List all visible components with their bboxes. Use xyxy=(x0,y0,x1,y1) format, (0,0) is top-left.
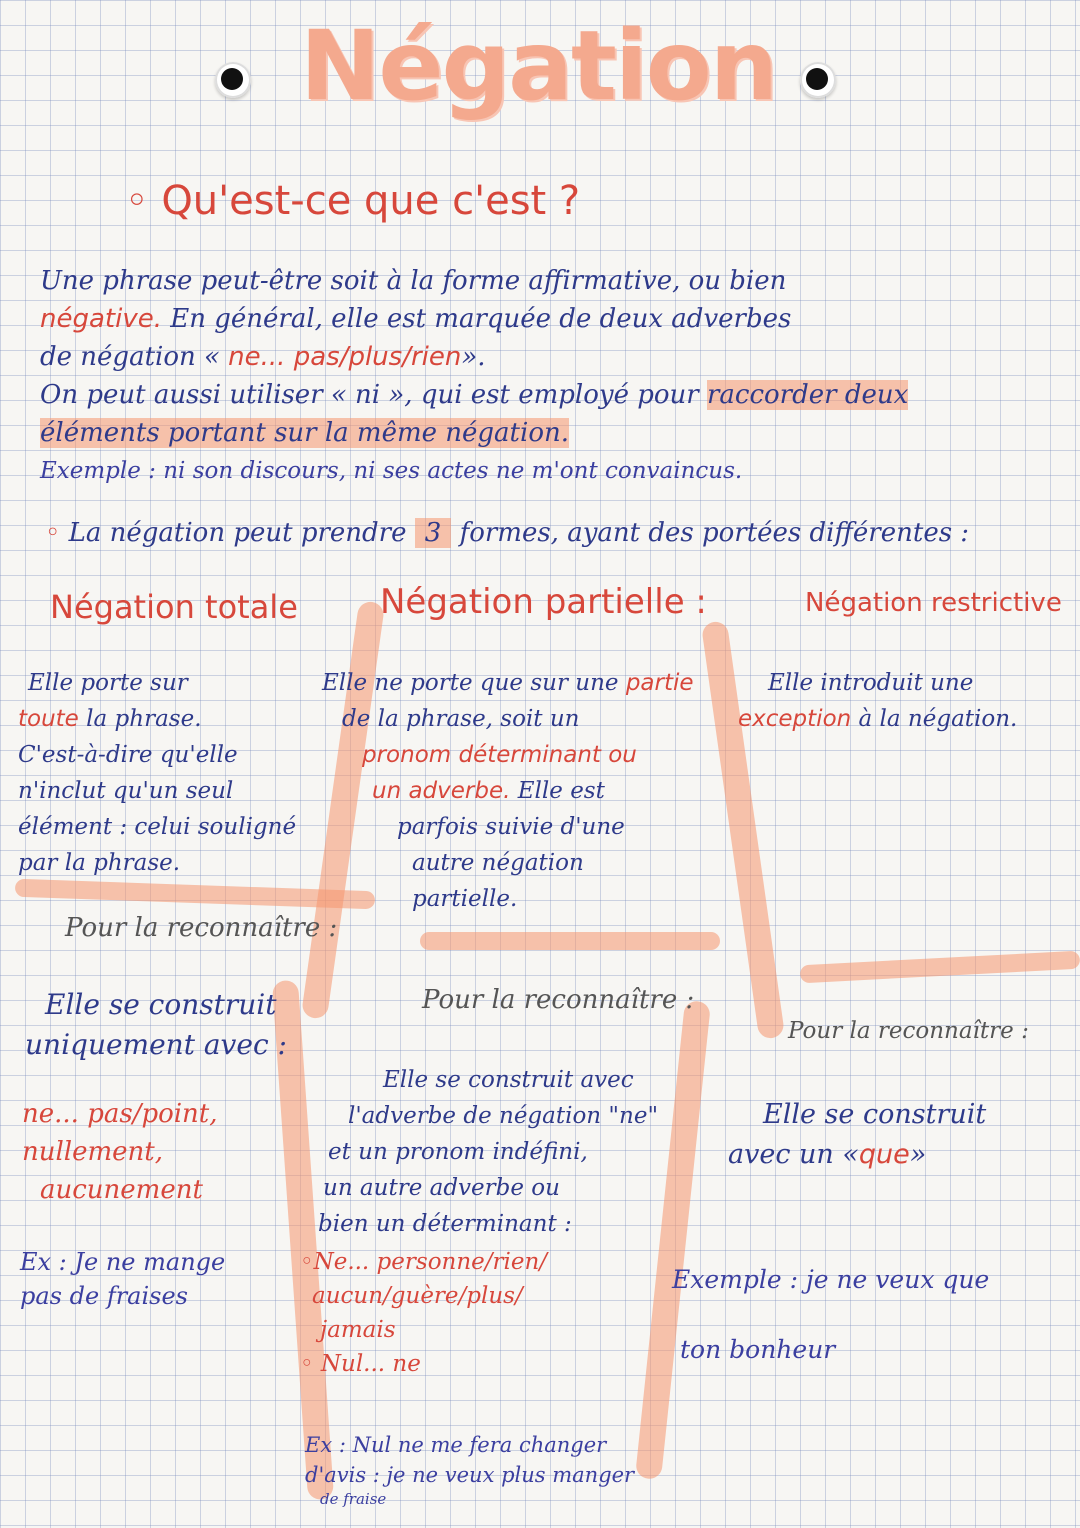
bullet-icon: ◦ xyxy=(45,518,69,548)
column-title-totale: Négation totale xyxy=(50,588,298,626)
construct-totale: Elle se construit uniquement avec : xyxy=(25,988,287,1061)
column-title-partielle: Négation partielle : xyxy=(380,582,707,622)
para-line: Une phrase peut-être soit à la forme affirmative, ou bien xyxy=(40,266,787,296)
column-title-restrictive: Négation restrictive xyxy=(805,588,1062,618)
column-partielle-body: Elle ne porte que sur une partie de la phrase, soit un pronom déterminant ou un adverbe. Elle est parfois suivie d'une autre négation partielle. xyxy=(322,670,694,912)
recognize-label-partielle: Pour la reconnaître : xyxy=(422,985,695,1015)
para-line: On peut aussi utiliser « ni », qui est employé pour raccorder deux xyxy=(40,380,909,410)
punch-hole-right xyxy=(800,62,836,98)
para-line: de négation « ne... pas/plus/rien». xyxy=(40,342,486,372)
forms-partielle: ◦Ne... personne/rien/ aucun/guère/plus/ jamais ◦ Nul... ne xyxy=(300,1249,548,1377)
boxed-number: 3 xyxy=(415,518,452,548)
construct-restrictive: Elle se construit avec un «que» xyxy=(728,1099,987,1170)
recognize-label-restrictive: Pour la reconnaître : xyxy=(788,1018,1029,1044)
highlight-stroke xyxy=(800,951,1080,984)
construct-partielle: Elle se construit avec l'adverbe de négation "ne" et un pronom indéfini, un autre adverbe ou bien un déterminant : xyxy=(318,1067,659,1237)
para-line: éléments portant sur la même négation. xyxy=(40,418,569,448)
definition-paragraph xyxy=(40,262,1070,490)
example-line: Exemple : ni son discours, ni ses actes ne m'ont convaincus. xyxy=(40,458,743,484)
forms-totale: ne... pas/point, nullement, aucunement xyxy=(22,1099,218,1205)
example-partielle: Ex : Nul ne me fera changer d'avis : je ne veux plus manger de fraise xyxy=(305,1433,635,1508)
example-totale: Ex : Je ne mange pas de fraises xyxy=(20,1248,226,1310)
bullet-icon: ◦ xyxy=(300,1249,314,1275)
bullet-icon: ◦ xyxy=(300,1351,321,1377)
forms-intro: ◦ La négation peut prendre 3 formes, ayant des portées différentes : xyxy=(45,518,970,548)
page-title: Négation xyxy=(300,10,777,122)
recognize-label-totale: Pour la reconnaître : xyxy=(65,913,338,943)
column-totale-body: Elle porte sur toute la phrase. C'est-à-dire qu'elle n'inclut qu'un seul élément : celui souligné par la phrase. xyxy=(18,670,297,876)
example-restrictive: Exemple : je ne veux que ton bonheur xyxy=(672,1265,990,1364)
punch-hole-left xyxy=(215,62,251,98)
column-restrictive-body: Elle introduit une exception à la négation. xyxy=(738,670,1018,732)
para-line: négative. En général, elle est marquée de deux adverbes xyxy=(40,304,792,334)
bullet-icon: ◦ xyxy=(125,178,162,224)
highlight-stroke xyxy=(420,932,720,950)
section-heading: ◦ Qu'est-ce que c'est ? xyxy=(125,178,581,224)
